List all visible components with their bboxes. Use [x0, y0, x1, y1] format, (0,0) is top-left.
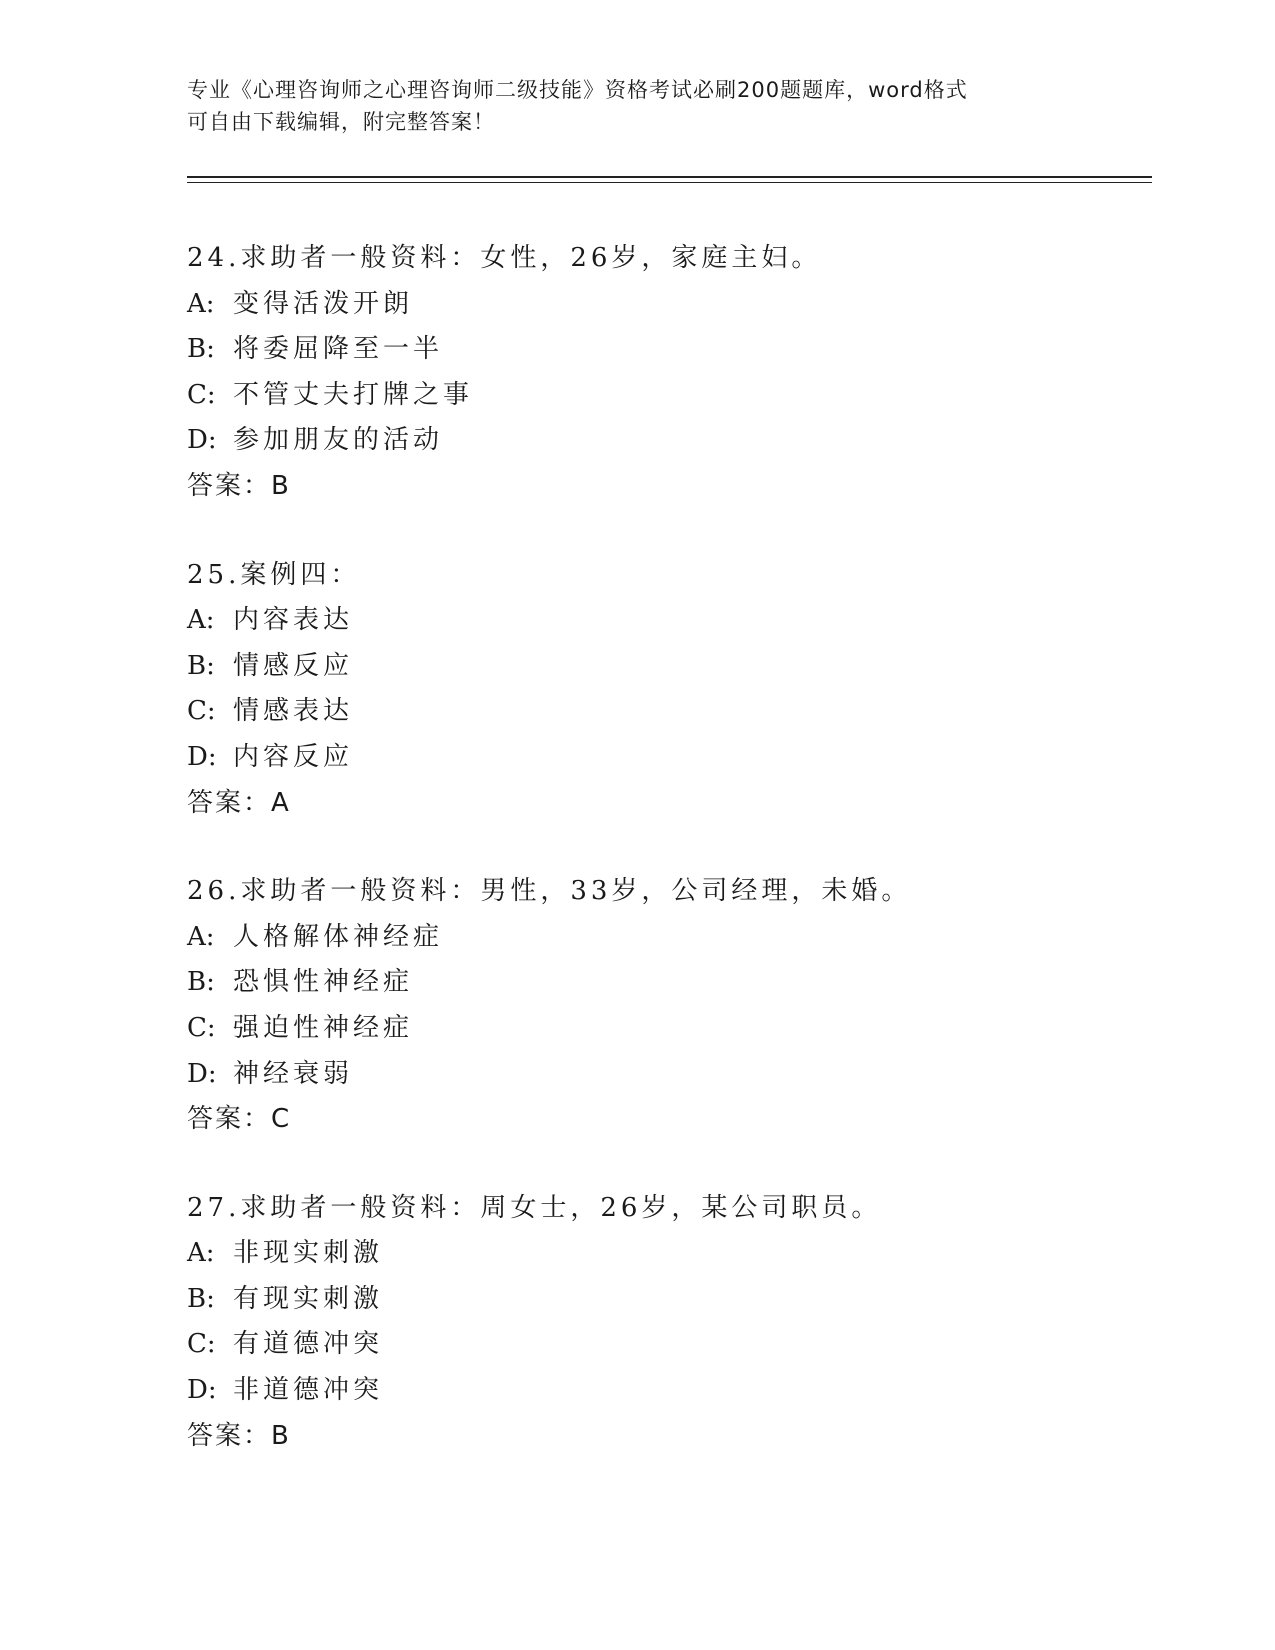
option-text: 情感表达	[233, 696, 354, 727]
header-line-2: 可自由下载编辑，附完整答案！	[187, 110, 495, 134]
option-letter: B:	[187, 967, 215, 998]
question-stem: 25.案例四：	[187, 559, 361, 590]
option-a	[187, 1231, 1147, 1277]
option-text: 人格解体神经症	[233, 921, 444, 952]
option-letter: C:	[187, 1012, 216, 1043]
option-text: 内容反应	[233, 741, 354, 772]
option-c	[187, 689, 1147, 735]
answer: 答案：B	[187, 470, 291, 501]
option-a	[187, 282, 1147, 328]
question-26	[187, 869, 1147, 1143]
option-letter: C:	[187, 379, 216, 410]
option-d	[187, 735, 1147, 781]
option-text: 有现实刺激	[233, 1283, 384, 1314]
question-25	[187, 553, 1147, 827]
answer: 答案：A	[187, 787, 291, 818]
answer: 答案：C	[187, 1104, 292, 1135]
option-text: 强迫性神经症	[233, 1012, 414, 1043]
option-letter: C:	[187, 1329, 216, 1360]
option-d	[187, 1368, 1147, 1414]
option-text: 神经衰弱	[233, 1058, 354, 1089]
option-letter: A:	[187, 921, 215, 952]
option-c	[187, 1322, 1147, 1368]
option-text: 变得活泼开朗	[233, 288, 414, 319]
header-line-1: 专业《心理咨询师之心理咨询师二级技能》资格考试必刷200题题库，word格式	[187, 78, 968, 102]
option-text: 不管丈夫打牌之事	[233, 379, 474, 410]
header-divider-thin	[187, 182, 1152, 183]
question-stem: 27.求助者一般资料：周女士，26岁，某公司职员。	[187, 1192, 882, 1223]
question-stem: 24.求助者一般资料：女性，26岁，家庭主妇。	[187, 243, 822, 273]
option-a	[187, 598, 1147, 644]
question-stem: 26.求助者一般资料：男性，33岁，公司经理，未婚。	[187, 876, 912, 907]
option-text: 非现实刺激	[233, 1238, 384, 1269]
header-divider-thick	[187, 176, 1152, 178]
question-24	[187, 236, 1147, 510]
option-letter: D:	[187, 1375, 217, 1406]
option-text: 恐惧性神经症	[233, 967, 414, 998]
option-c	[187, 373, 1147, 419]
option-letter: B:	[187, 334, 215, 365]
option-text: 参加朋友的活动	[233, 425, 444, 456]
option-letter: B:	[187, 1283, 215, 1314]
option-text: 情感反应	[233, 650, 354, 681]
question-27	[187, 1186, 1147, 1460]
question-list	[187, 236, 1147, 1502]
option-text: 内容表达	[233, 605, 354, 636]
option-text: 有道德冲突	[233, 1329, 384, 1360]
option-letter: D:	[187, 1058, 217, 1089]
option-letter: A:	[187, 605, 215, 636]
option-a	[187, 915, 1147, 961]
option-letter: B:	[187, 650, 215, 681]
option-text: 将委屈降至一半	[233, 334, 444, 365]
option-letter: D:	[187, 425, 217, 456]
option-b	[187, 327, 1147, 373]
option-d	[187, 418, 1147, 464]
option-letter: D:	[187, 741, 217, 772]
option-c	[187, 1006, 1147, 1052]
option-letter: A:	[187, 288, 215, 319]
option-b	[187, 960, 1147, 1006]
option-text: 非道德冲突	[233, 1375, 384, 1406]
option-letter: C:	[187, 696, 216, 727]
document-header	[187, 74, 1087, 138]
option-b	[187, 1277, 1147, 1323]
option-d	[187, 1052, 1147, 1098]
option-b	[187, 644, 1147, 690]
option-letter: A:	[187, 1238, 215, 1269]
answer: 答案：B	[187, 1420, 291, 1451]
